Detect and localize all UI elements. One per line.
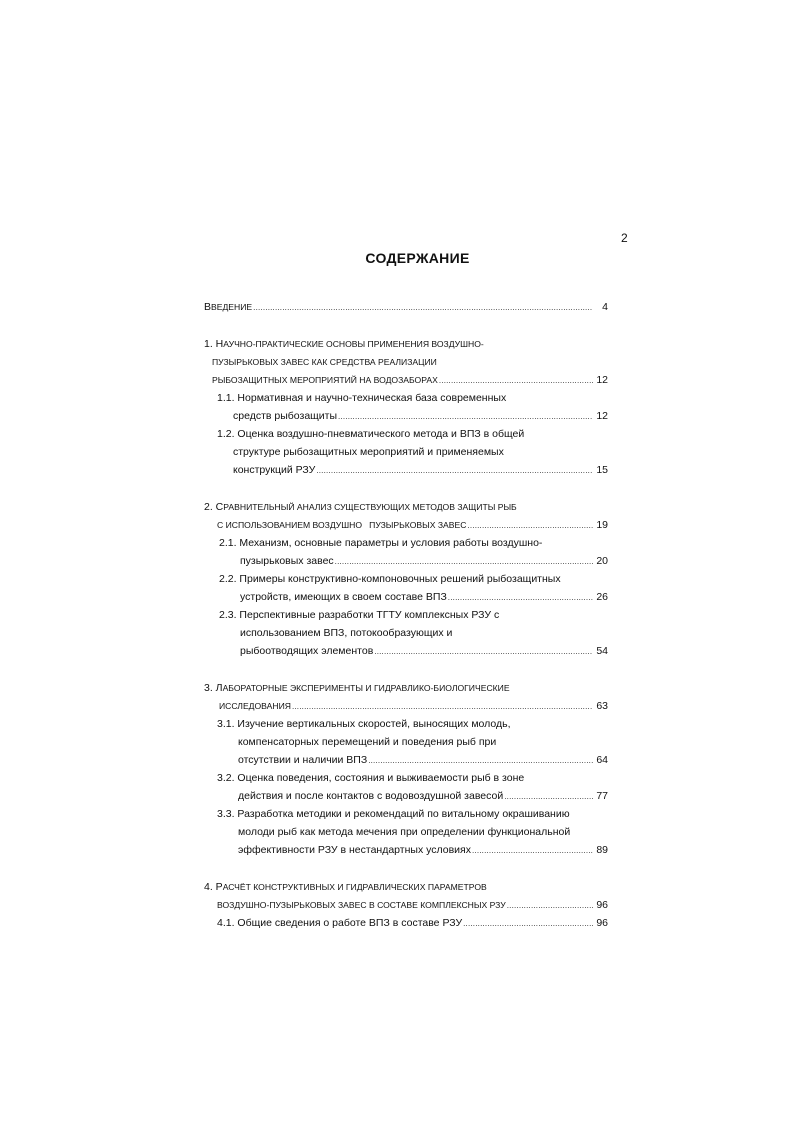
toc-page: 26 <box>596 591 608 603</box>
dot-leader <box>507 898 593 914</box>
toc-subsection-2-3-line3[interactable]: рыбоотводящих элементов ..... 54 <box>240 643 608 659</box>
toc-page: 19 <box>596 519 608 531</box>
toc-section-2-line2[interactable]: С ИСПОЛЬЗОВАНИЕМ ВОЗДУШНО ПУЗЫРЬКОВЫХ ЗАВЕС ..... 19 <box>217 517 608 533</box>
dot-leader <box>335 554 593 570</box>
toc-subsection-3-3-line2: молоди рыб как метода мечения при определении функциональной <box>238 826 571 838</box>
dot-leader <box>448 590 593 606</box>
toc-subsection-1-1-line1[interactable]: 1.1. Нормативная и научно-техническая база современных <box>217 392 507 404</box>
toc-subsection-2-1-line2[interactable]: пузырьковых завес ..... 20 <box>240 553 608 569</box>
toc-subsection-2-3-line2: использованием ВПЗ, потокообразующих и <box>240 627 453 639</box>
toc-section-1-line1[interactable]: 1. НАУЧНО-ПРАКТИЧЕСКИЕ ОСНОВЫ ПРИМЕНЕНИЯ ВОЗДУШНО- <box>204 338 484 350</box>
toc-subsection-3-2-line1[interactable]: 3.2. Оценка поведения, состояния и выживаемости рыб в зоне <box>217 772 525 784</box>
toc-page: 89 <box>596 844 608 856</box>
toc-section-3-line1[interactable]: 3. ЛАБОРАТОРНЫЕ ЭКСПЕРИМЕНТЫ И ГИДРАВЛИКО-БИОЛОГИЧЕСКИЕ <box>204 682 510 694</box>
toc-page: 96 <box>596 899 608 911</box>
toc-subsection-3-1-line2: компенсаторных перемещений и поведения рыб при <box>238 736 497 748</box>
toc-subsection-3-3-line3[interactable]: эффективности РЗУ в нестандартных условиях ..... 89 <box>238 842 608 858</box>
dot-leader <box>316 463 593 479</box>
dot-leader <box>292 699 593 715</box>
toc-section-3-line2[interactable]: ИССЛЕДОВАНИЯ ..... 63 <box>219 698 608 714</box>
toc-page: 54 <box>596 645 608 657</box>
toc-page: 15 <box>596 464 608 476</box>
toc-section-4-line2[interactable]: ВОЗДУШНО-ПУЗЫРЬКОВЫХ ЗАВЕС В СОСТАВЕ КОМПЛЕКСНЫХ РЗУ ..... 96 <box>217 897 608 913</box>
dot-leader <box>504 789 593 805</box>
toc-section-1-line3[interactable]: РЫБОЗАЩИТНЫХ МЕРОПРИЯТИЙ НА ВОДОЗАБОРАХ ..... 12 <box>212 372 608 388</box>
page-title: СОДЕРЖАНИЕ <box>365 250 470 266</box>
toc-subsection-3-3-line1[interactable]: 3.3. Разработка методики и рекомендаций по витальному окрашиванию <box>217 808 570 820</box>
dot-leader <box>253 300 593 316</box>
toc-subsection-2-2-line2[interactable]: устройств, имеющих в своем составе ВПЗ ..... 26 <box>240 589 608 605</box>
toc-subsection-3-2-line2[interactable]: действия и после контактов с водовоздушной завесой ..... 77 <box>238 788 608 804</box>
dot-leader <box>467 518 593 534</box>
toc-page: 20 <box>596 555 608 567</box>
dot-leader <box>368 753 593 769</box>
dot-leader <box>472 843 593 859</box>
toc-page: 63 <box>596 700 608 712</box>
toc-subsection-1-2-line3[interactable]: конструкций РЗУ ..... 15 <box>233 462 608 478</box>
toc-section-4-line1[interactable]: 4. РАСЧЁТ КОНСТРУКТИВНЫХ И ГИДРАВЛИЧЕСКИХ ПАРАМЕТРОВ <box>204 881 487 893</box>
toc-entry-intro[interactable]: ВВЕДЕНИЕ ..... 4 <box>204 299 608 315</box>
page-number: 2 <box>621 231 628 245</box>
toc-page: 64 <box>596 754 608 766</box>
toc-subsection-1-2-line2: структуре рыбозащитных мероприятий и применяемых <box>233 446 504 458</box>
toc-page: 96 <box>596 917 608 929</box>
dot-leader <box>338 409 593 425</box>
toc-subsection-3-1-line1[interactable]: 3.1. Изучение вертикальных скоростей, выносящих молодь, <box>217 718 511 730</box>
dot-leader <box>374 644 593 660</box>
toc-subsection-2-3-line1[interactable]: 2.3. Перспективные разработки ТГТУ комплексных РЗУ с <box>219 609 500 621</box>
dot-leader <box>439 373 593 389</box>
toc-page: 4 <box>602 301 608 313</box>
toc-page: 12 <box>596 374 608 386</box>
toc-subsection-4-1[interactable]: 4.1. Общие сведения о работе ВПЗ в составе РЗУ ..... 96 <box>217 915 608 931</box>
toc-subsection-2-1-line1[interactable]: 2.1. Механизм, основные параметры и условия работы воздушно- <box>219 537 543 549</box>
toc-subsection-2-2-line1[interactable]: 2.2. Примеры конструктивно-компоновочных решений рыбозащитных <box>219 573 561 585</box>
toc-section-1-line2: ПУЗЫРЬКОВЫХ ЗАВЕС КАК СРЕДСТВА РЕАЛИЗАЦИИ <box>212 357 437 367</box>
toc-subsection-3-1-line3[interactable]: отсутствии и наличии ВПЗ ..... 64 <box>238 752 608 768</box>
toc-subsection-1-2-line1[interactable]: 1.2. Оценка воздушно-пневматического метода и ВПЗ в общей <box>217 428 525 440</box>
toc-section-2-line1[interactable]: 2. СРАВНИТЕЛЬНЫЙ АНАЛИЗ СУЩЕСТВУЮЩИХ МЕТОДОВ ЗАЩИТЫ РЫБ <box>204 501 517 513</box>
toc-page: 77 <box>596 790 608 802</box>
toc-page: 12 <box>596 410 608 422</box>
toc-subsection-1-1-line2[interactable]: средств рыбозащиты ..... 12 <box>233 408 608 424</box>
dot-leader <box>463 916 593 932</box>
